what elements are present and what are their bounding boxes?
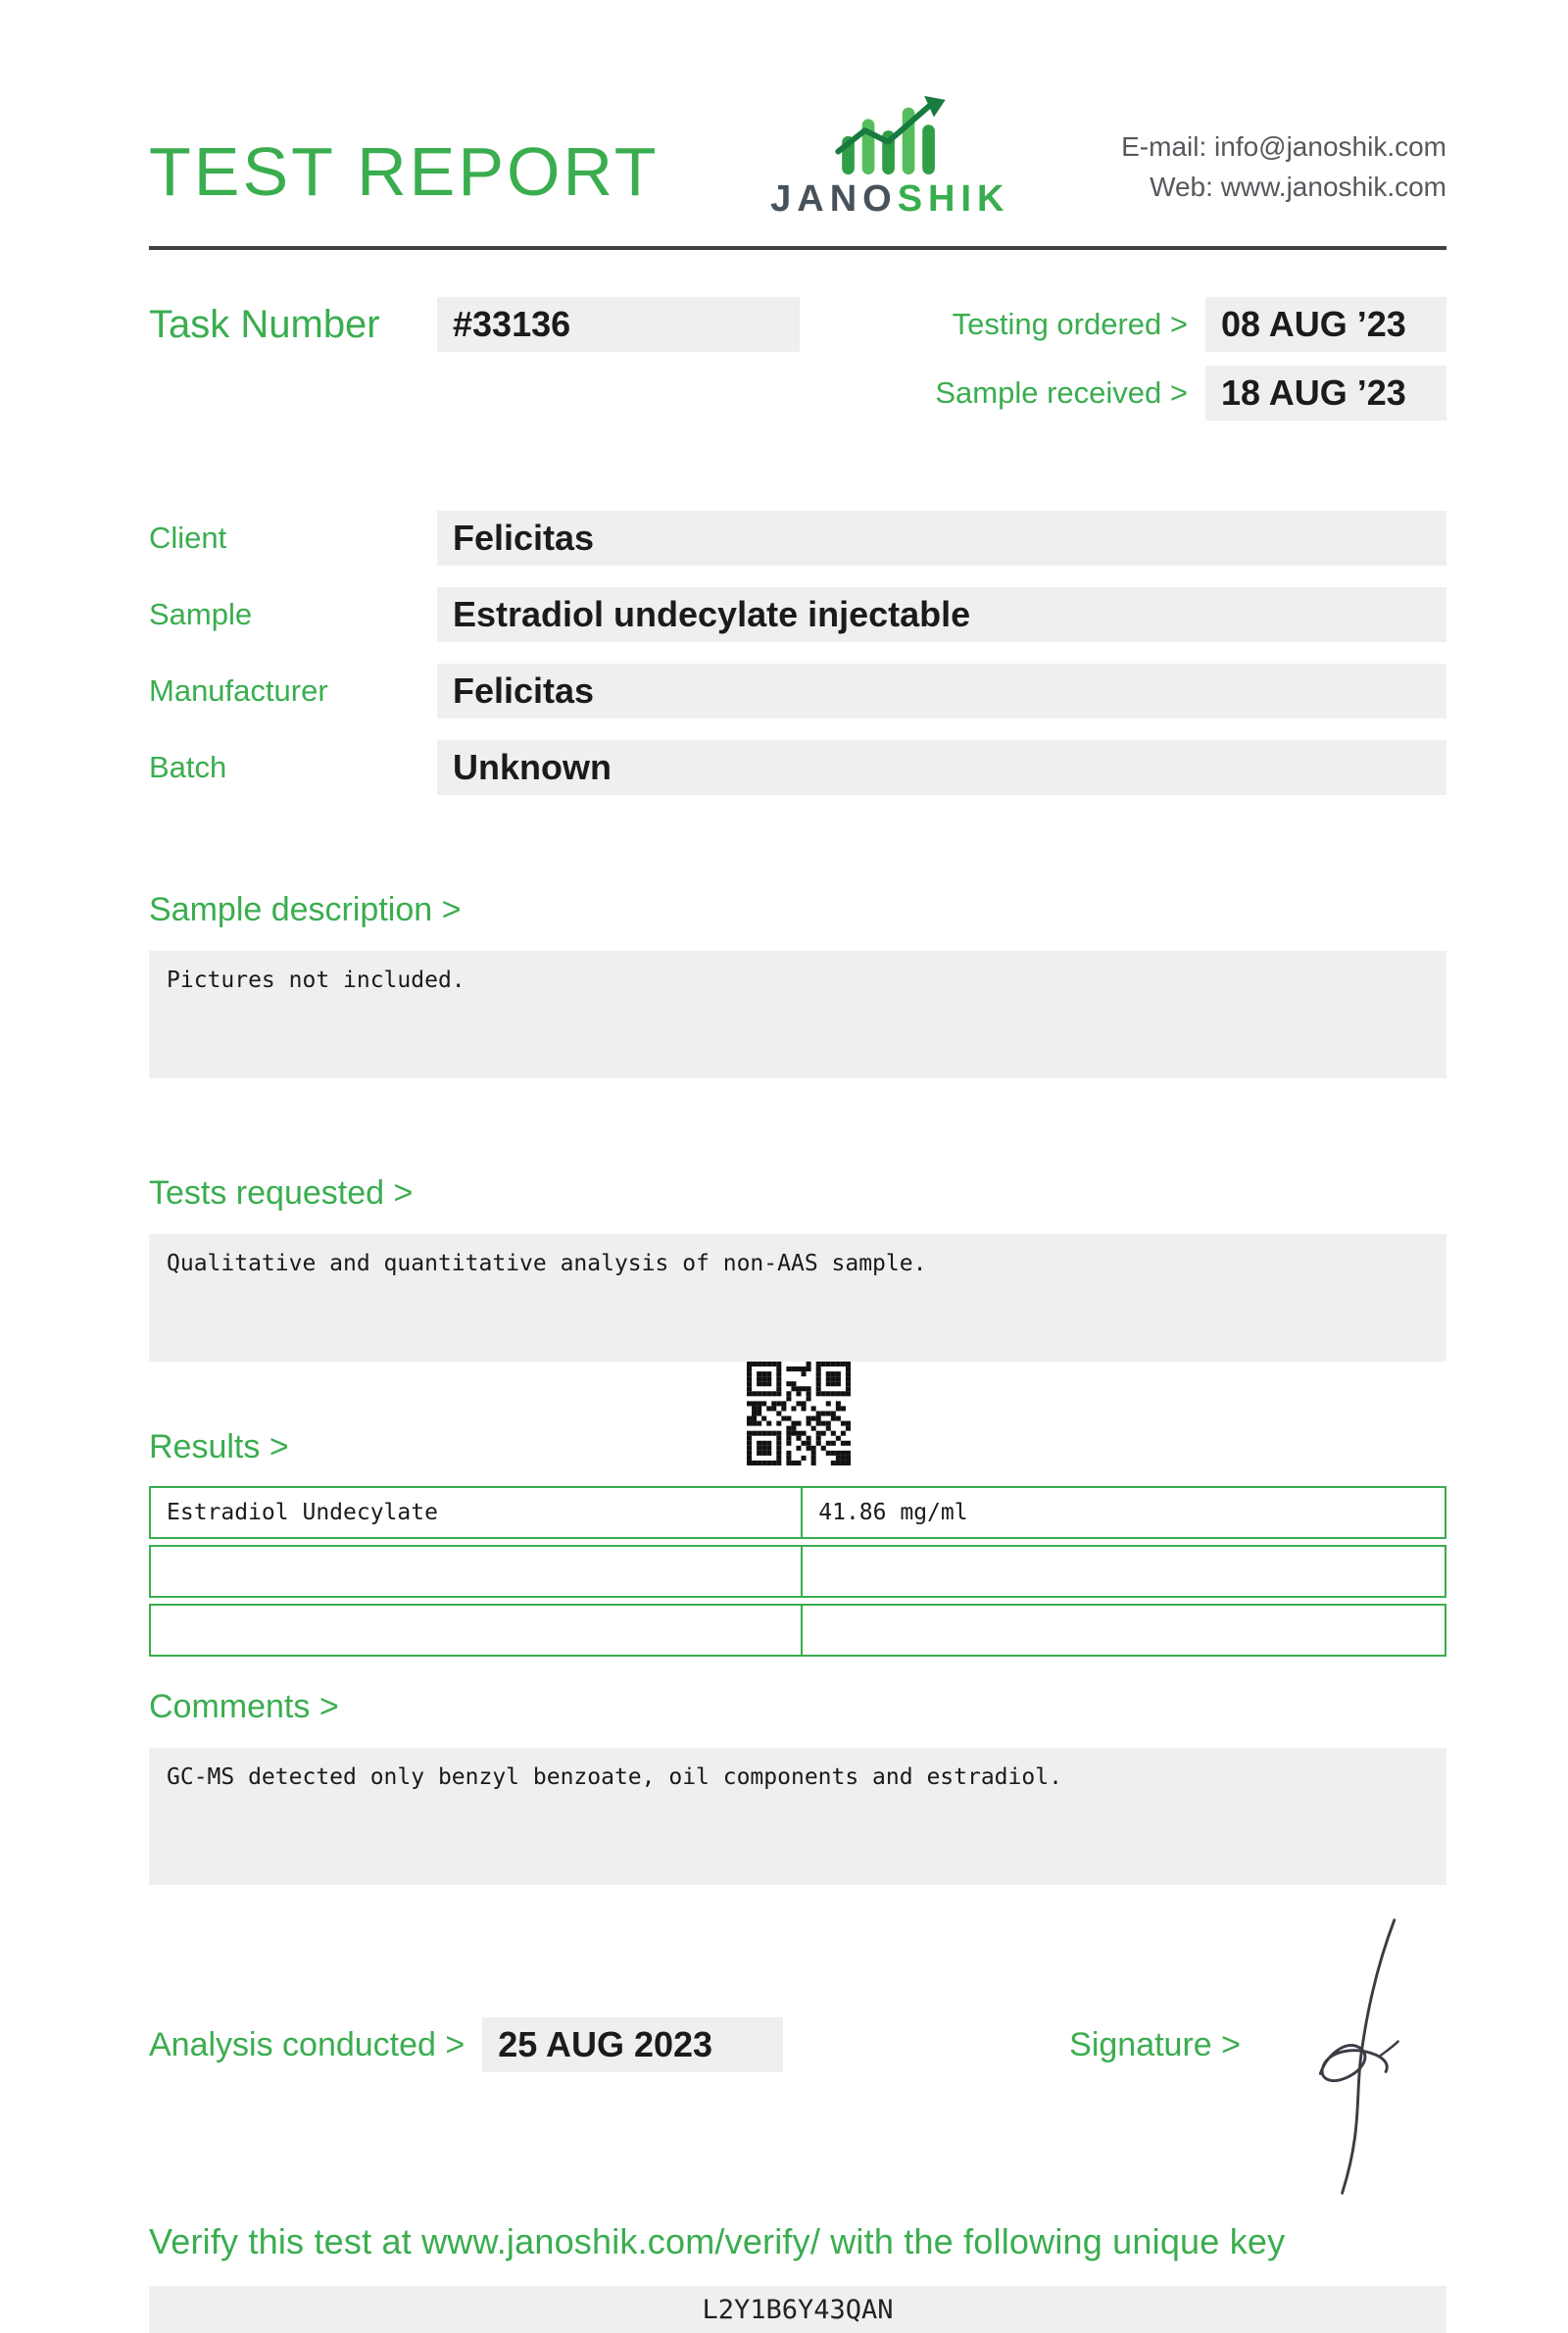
verify-text: Verify this test at www.janoshik.com/verify/ with the following unique key xyxy=(149,2221,1286,2261)
header-divider xyxy=(149,246,1446,250)
logo-chart-icon xyxy=(832,92,948,174)
brand-logo xyxy=(660,92,1122,221)
task-number-label: Task Number xyxy=(149,302,380,346)
brand-jano: JANO xyxy=(770,178,898,220)
testing-ordered-value: 08 AUG ’23 xyxy=(1205,297,1446,352)
testing-ordered-row xyxy=(935,297,1446,352)
report-page xyxy=(149,0,1446,2333)
contact-info xyxy=(1121,90,1446,207)
result-analyte: Estradiol Undecylate xyxy=(151,1488,803,1537)
sample-value: Estradiol undecylate injectable xyxy=(437,587,1446,642)
manufacturer-value: Felicitas xyxy=(437,664,1446,719)
qr-code xyxy=(747,1362,851,1465)
sample-received-value: 18 AUG ’23 xyxy=(1205,366,1446,421)
sample-info xyxy=(149,511,1446,795)
result-value: 41.86 mg/ml xyxy=(818,1500,968,1525)
info-row-batch xyxy=(149,740,1446,795)
batch-value: Unknown xyxy=(437,740,1446,795)
signature-scribble xyxy=(1286,1914,1433,2199)
contact-email: E-mail: info@janoshik.com xyxy=(1121,131,1446,162)
info-row-manufacturer xyxy=(149,664,1446,719)
result-value-empty-2 xyxy=(803,1606,1445,1655)
analysis-conducted-label: Analysis conducted > xyxy=(149,2025,466,2063)
info-row-sample xyxy=(149,587,1446,642)
result-analyte-empty xyxy=(151,1547,803,1596)
manufacturer-label: Manufacturer xyxy=(149,673,328,708)
testing-ordered-label: Testing ordered > xyxy=(952,307,1188,341)
sample-received-row xyxy=(935,366,1446,421)
comments-heading: Comments > xyxy=(149,1688,339,1725)
brand-wordmark xyxy=(770,178,1009,221)
results-section xyxy=(149,1362,1446,1657)
results-row-2 xyxy=(149,1545,1446,1598)
results-row-1 xyxy=(149,1486,1446,1539)
task-row xyxy=(149,297,1446,421)
batch-label: Batch xyxy=(149,750,227,784)
analysis-signature-row xyxy=(149,2017,1446,2072)
page-title: TEST REPORT xyxy=(149,133,660,210)
sample-description-heading: Sample description > xyxy=(149,891,462,928)
tests-requested-body: Qualitative and quantitative analysis of non-AAS sample. xyxy=(149,1234,1446,1362)
client-value: Felicitas xyxy=(437,511,1446,566)
dates-group xyxy=(935,297,1446,421)
analysis-conducted-value: 25 AUG 2023 xyxy=(482,2017,783,2072)
contact-web: Web: www.janoshik.com xyxy=(1150,171,1446,202)
unique-key: L2Y1B6Y43QAN xyxy=(149,2286,1446,2333)
sample-label: Sample xyxy=(149,597,253,631)
client-label: Client xyxy=(149,521,227,555)
task-number-group xyxy=(149,297,800,352)
comments-body: GC-MS detected only benzyl benzoate, oil components and estradiol. xyxy=(149,1748,1446,1885)
report-header xyxy=(149,0,1446,221)
sample-received-label: Sample received > xyxy=(935,375,1188,410)
brand-shik: SHIK xyxy=(897,178,1010,220)
tests-requested-heading: Tests requested > xyxy=(149,1174,414,1212)
results-row-3 xyxy=(149,1604,1446,1657)
results-table xyxy=(149,1486,1446,1657)
info-row-client xyxy=(149,511,1446,566)
result-analyte-empty-2 xyxy=(151,1606,803,1655)
sample-description-body: Pictures not included. xyxy=(149,951,1446,1078)
task-number-value: #33136 xyxy=(437,297,800,352)
result-value-empty xyxy=(803,1547,1445,1596)
signature-label: Signature > xyxy=(1069,2025,1241,2063)
results-heading: Results > xyxy=(149,1428,289,1465)
